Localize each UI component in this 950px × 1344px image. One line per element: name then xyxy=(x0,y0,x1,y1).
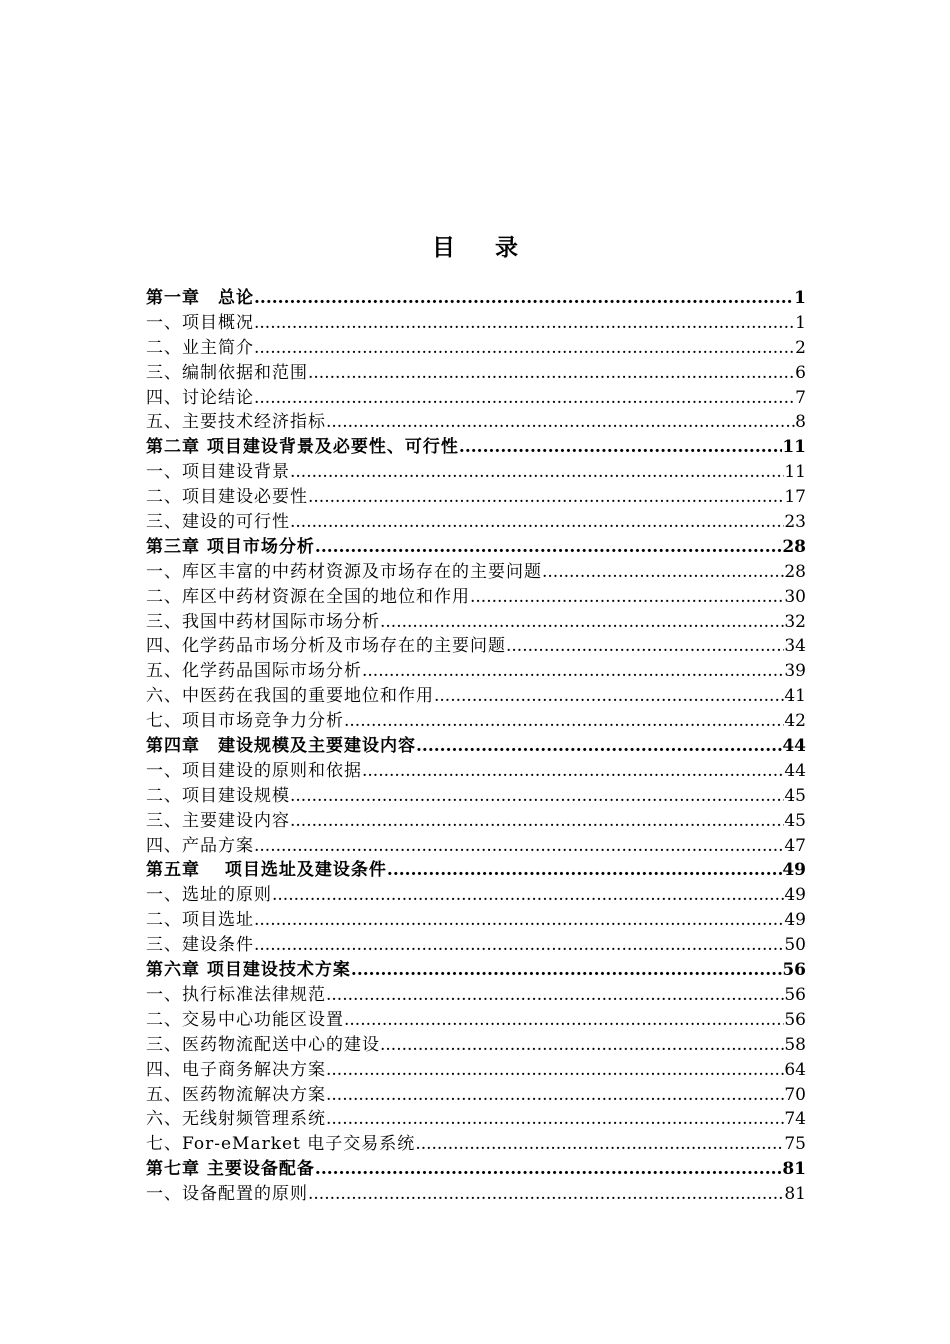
toc-entry-title: 三、医药物流配送中心的建设 xyxy=(146,1034,380,1055)
toc-page-number: 58 xyxy=(784,1034,806,1055)
toc-page-number: 44 xyxy=(784,760,806,781)
toc-entry-title: 三、编制依据和范围 xyxy=(146,362,308,383)
toc-dot-leader xyxy=(326,1107,784,1132)
toc-chapter-entry[interactable] xyxy=(146,858,806,883)
toc-page-number: 42 xyxy=(784,711,806,732)
toc-page-number: 44 xyxy=(782,736,806,757)
toc-entry-title: 二、项目建设规模 xyxy=(146,785,290,806)
toc-entry-title: 五、主要技术经济指标 xyxy=(146,412,326,433)
toc-entry-title: 一、项目建设背景 xyxy=(146,462,290,483)
toc-page-number: 1 xyxy=(794,288,806,308)
toc-entry-title: 二、项目选址 xyxy=(146,910,254,931)
toc-dot-leader xyxy=(506,634,784,659)
toc-section-entry[interactable] xyxy=(146,1008,806,1033)
toc-entry-title: 二、项目建设必要性 xyxy=(146,487,308,508)
toc-dot-leader xyxy=(254,286,794,311)
toc-dot-leader xyxy=(326,1058,784,1083)
toc-dot-leader xyxy=(308,1182,784,1207)
toc-chapter-entry[interactable] xyxy=(146,435,806,460)
toc-page-number: 75 xyxy=(784,1134,806,1155)
toc-dot-leader xyxy=(326,1083,784,1108)
toc-section-entry[interactable] xyxy=(146,1182,806,1207)
toc-entry-title: 第五章 项目选址及建设条件 xyxy=(146,860,387,881)
toc-page-number: 17 xyxy=(784,487,806,508)
toc-section-entry[interactable] xyxy=(146,510,806,535)
toc-page-number: 64 xyxy=(784,1059,806,1080)
toc-page-number: 74 xyxy=(784,1109,806,1130)
toc-section-entry[interactable] xyxy=(146,610,806,635)
toc-title: 目 录 xyxy=(431,234,534,261)
toc-page-number: 50 xyxy=(784,935,806,956)
toc-dot-leader xyxy=(290,460,784,485)
toc-dot-leader xyxy=(254,834,784,859)
toc-entry-title: 一、选址的原则 xyxy=(146,885,272,906)
toc-entry-title: 三、主要建设内容 xyxy=(146,810,290,831)
toc-page-number: 41 xyxy=(784,686,806,707)
toc-section-entry[interactable] xyxy=(146,908,806,933)
toc-section-entry[interactable] xyxy=(146,883,806,908)
toc-section-entry[interactable] xyxy=(146,485,806,510)
toc-entry-title: 四、讨论结论 xyxy=(146,387,254,408)
toc-entry-title: 五、医药物流解决方案 xyxy=(146,1084,326,1105)
toc-entry-title: 六、中医药在我国的重要地位和作用 xyxy=(146,686,434,707)
toc-dot-leader xyxy=(459,435,782,460)
toc-section-entry[interactable] xyxy=(146,933,806,958)
toc-entry-title: 二、业主简介 xyxy=(146,337,254,358)
toc-section-entry[interactable] xyxy=(146,1132,806,1157)
toc-page-number: 49 xyxy=(782,860,806,881)
toc-section-entry[interactable] xyxy=(146,361,806,386)
toc-dot-leader xyxy=(290,784,784,809)
toc-dot-leader xyxy=(470,585,784,610)
toc-dot-leader xyxy=(290,510,784,535)
toc-dot-leader xyxy=(362,659,784,684)
toc-page-number: 45 xyxy=(784,810,806,831)
toc-section-entry[interactable] xyxy=(146,336,806,361)
toc-section-entry[interactable] xyxy=(146,386,806,411)
toc-chapter-entry[interactable] xyxy=(146,958,806,983)
toc-section-entry[interactable] xyxy=(146,759,806,784)
toc-page-number: 11 xyxy=(784,462,806,483)
toc-section-entry[interactable] xyxy=(146,460,806,485)
toc-entry-title: 第七章 主要设备配备 xyxy=(146,1159,315,1180)
toc-dot-leader xyxy=(362,759,784,784)
toc-entry-title: 四、化学药品市场分析及市场存在的主要问题 xyxy=(146,636,506,657)
toc-entry-title: 四、产品方案 xyxy=(146,835,254,856)
toc-dot-leader xyxy=(344,1008,784,1033)
toc-dot-leader xyxy=(254,336,795,361)
toc-section-entry[interactable] xyxy=(146,410,806,435)
toc-entry-title: 第一章 总论 xyxy=(146,288,254,308)
toc-entry-title: 第二章 项目建设背景及必要性、可行性 xyxy=(146,437,459,458)
toc-entry-title: 一、项目概况 xyxy=(146,312,254,333)
toc-page-number: 34 xyxy=(784,636,806,657)
toc-dot-leader xyxy=(315,1157,782,1182)
toc-dot-leader xyxy=(290,809,784,834)
toc-page-number: 11 xyxy=(782,437,806,458)
toc-section-entry[interactable] xyxy=(146,560,806,585)
toc-dot-leader xyxy=(308,361,795,386)
toc-dot-leader xyxy=(344,709,784,734)
toc-page-number: 81 xyxy=(782,1159,806,1180)
toc-page-number: 56 xyxy=(784,984,806,1005)
toc-page-number: 56 xyxy=(784,1009,806,1030)
toc-page-number: 47 xyxy=(784,835,806,856)
toc-section-entry[interactable] xyxy=(146,659,806,684)
toc-page-number: 32 xyxy=(784,611,806,632)
toc-page-number: 49 xyxy=(784,885,806,906)
toc-page-number: 2 xyxy=(795,337,806,358)
toc-page-number: 39 xyxy=(784,661,806,682)
toc-entry-title: 五、化学药品国际市场分析 xyxy=(146,661,362,682)
toc-section-entry[interactable] xyxy=(146,834,806,859)
toc-page-number: 81 xyxy=(784,1184,806,1205)
toc-page-number: 30 xyxy=(784,586,806,607)
toc-dot-leader xyxy=(416,734,782,759)
toc-chapter-entry[interactable] xyxy=(146,535,806,560)
toc-dot-leader xyxy=(308,485,784,510)
toc-dot-leader xyxy=(434,684,784,709)
toc-section-entry[interactable] xyxy=(146,809,806,834)
toc-section-entry[interactable] xyxy=(146,311,806,336)
toc-dot-leader xyxy=(254,933,784,958)
toc-entry-title: 一、项目建设的原则和依据 xyxy=(146,760,362,781)
toc-dot-leader xyxy=(415,1132,784,1157)
toc-dot-leader xyxy=(254,386,795,411)
toc-entry-title: 一、设备配置的原则 xyxy=(146,1184,308,1205)
toc-dot-leader xyxy=(272,883,784,908)
toc-entry-title: 六、无线射频管理系统 xyxy=(146,1109,326,1130)
toc-page-number: 49 xyxy=(784,910,806,931)
toc-page-number: 56 xyxy=(782,960,806,981)
toc-dot-leader xyxy=(380,1033,784,1058)
toc-section-entry[interactable] xyxy=(146,983,806,1008)
toc-section-entry[interactable] xyxy=(146,1083,806,1108)
toc-list xyxy=(146,286,806,1207)
toc-page-number: 23 xyxy=(784,512,806,533)
toc-dot-leader xyxy=(315,535,782,560)
toc-entry-title: 三、建设的可行性 xyxy=(146,512,290,533)
toc-dot-leader xyxy=(380,610,784,635)
toc-dot-leader xyxy=(254,311,795,336)
toc-section-entry[interactable] xyxy=(146,634,806,659)
toc-entry-title: 一、库区丰富的中药材资源及市场存在的主要问题 xyxy=(146,561,542,582)
toc-dot-leader xyxy=(326,410,795,435)
toc-entry-title: 四、电子商务解决方案 xyxy=(146,1059,326,1080)
toc-entry-title: 第六章 项目建设技术方案 xyxy=(146,960,351,981)
toc-chapter-entry[interactable] xyxy=(146,286,806,311)
toc-entry-title: 七、For-eMarket 电子交易系统 xyxy=(146,1134,416,1155)
toc-page-number: 8 xyxy=(795,412,806,433)
toc-entry-title: 二、库区中药材资源在全国的地位和作用 xyxy=(146,586,470,607)
toc-section-entry[interactable] xyxy=(146,1107,806,1132)
toc-page-number: 70 xyxy=(784,1084,806,1105)
toc-section-entry[interactable] xyxy=(146,1058,806,1083)
toc-dot-leader xyxy=(326,983,784,1008)
toc-entry-title: 三、我国中药材国际市场分析 xyxy=(146,611,380,632)
toc-page-number: 28 xyxy=(782,536,806,557)
toc-section-entry[interactable] xyxy=(146,585,806,610)
toc-entry-title: 一、执行标准法律规范 xyxy=(146,984,326,1005)
toc-chapter-entry[interactable] xyxy=(146,1157,806,1182)
toc-entry-title: 七、项目市场竞争力分析 xyxy=(146,711,344,732)
toc-chapter-entry[interactable] xyxy=(146,734,806,759)
toc-page-number: 1 xyxy=(795,312,806,333)
toc-dot-leader xyxy=(351,958,782,983)
toc-page-number: 6 xyxy=(795,362,806,383)
toc-section-entry[interactable] xyxy=(146,1033,806,1058)
toc-page-number: 7 xyxy=(795,387,806,408)
toc-entry-title: 二、交易中心功能区设置 xyxy=(146,1009,344,1030)
toc-entry-title: 三、建设条件 xyxy=(146,935,254,956)
toc-dot-leader xyxy=(254,908,784,933)
toc-entry-title: 第四章 建设规模及主要建设内容 xyxy=(146,736,416,757)
toc-dot-leader xyxy=(387,858,782,883)
toc-page-number: 28 xyxy=(784,561,806,582)
toc-section-entry[interactable] xyxy=(146,684,806,709)
toc-section-entry[interactable] xyxy=(146,784,806,809)
toc-entry-title: 第三章 项目市场分析 xyxy=(146,536,315,557)
toc-section-entry[interactable] xyxy=(146,709,806,734)
toc-dot-leader xyxy=(542,560,784,585)
toc-page-number: 45 xyxy=(784,785,806,806)
